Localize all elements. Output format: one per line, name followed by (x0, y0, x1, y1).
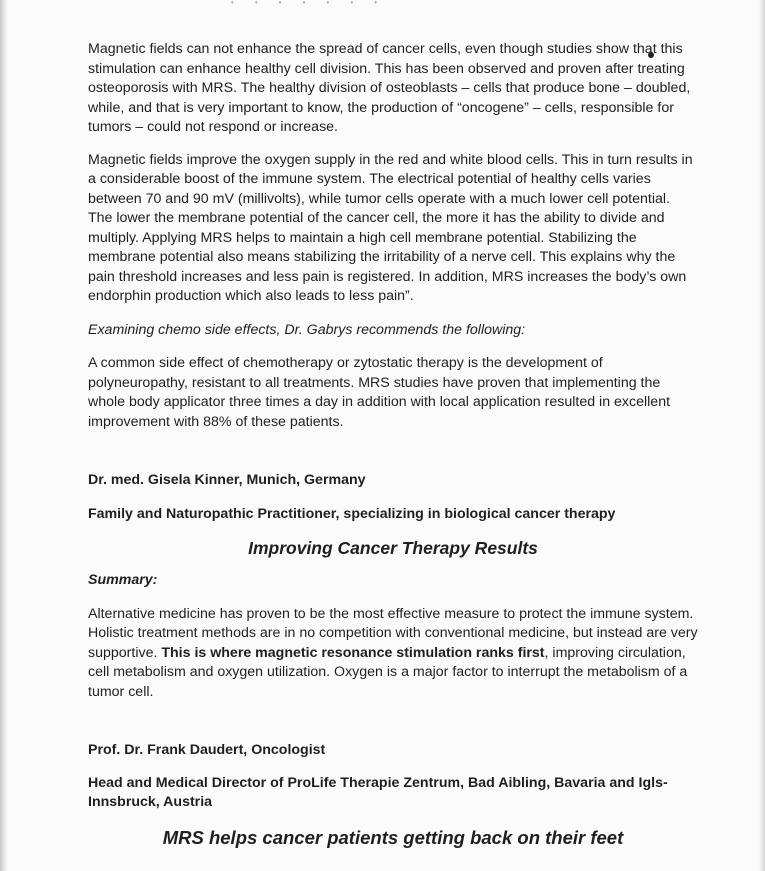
summary-label: Summary: (88, 572, 158, 588)
paragraph-polyneuropathy: A common side effect of chemotherapy or zytostatic therapy is the development of polyneuropathy, resistant to all treatments. MRS studies have proven that implementing the whole body applicator three times a day in addition with local application resulted in excellent improvement with 88% of these patients. (88, 355, 671, 430)
author-daudert-title: Head and Medical Director of ProLife Therapie Zentrum, Bad Aibling, Bavaria and Igls-Innsbruck, Austria (88, 774, 668, 810)
summary-text-end: , improving circulation, cell metabolism and oxygen utilization. Oxygen is a major factor to interrupt the metabolism of a tumor cell. (88, 644, 688, 700)
heading-improving-results: Improving Cancer Therapy Results (248, 538, 538, 558)
document-body (88, 40, 698, 849)
summary-paragraph (88, 605, 698, 703)
heading-back-on-feet: MRS helps cancer patients getting back on their feet (162, 826, 624, 848)
author-kinner-name: Dr. med. Gisela Kinner, Munich, Germany (88, 472, 366, 488)
paragraph-oxygen-supply: Magnetic fields improve the oxygen supply in the red and white blood cells. This in turn results in a considerable boost of the immune system. The electrical potential of healthy cells varies between 70 and 90 mV (millivolts), while tumor cells operate with a much lower cell potential. The lower the membrane potential of the cancer cell, the more it has the ability to divide and multiply. Applying MRS helps to maintain a high cell membrane potential. Stabilizing the membrane potential also means stabilizing the irritability of a nerve cell. This explains why the pain threshold increases and less pain is registered. In addition, MRS increases the body’s own endorphin production which also leads to less pain”. (88, 151, 693, 304)
paragraph-magnetic-fields-cell-division: Magnetic fields can not enhance the spread of cancer cells, even though studies show that this stimulation can enhance healthy cell division. This has been observed and proven after treating osteoporosis with MRS. The healthy division of osteoblasts – cells that produce bone – doubled, while, and that is very important to know, the production of “oncogene” – cells, responsible for tumors – could not respond or increase. (88, 41, 691, 135)
author-daudert-name: Prof. Dr. Frank Daudert, Oncologist (88, 742, 326, 758)
summary-bold-statement: This is where magnetic resonance stimulation ranks first (161, 644, 545, 661)
summary-text-start: Alternative medicine has proven to be the most effective measure to protect the immune system. Holistic treatment methods are in no competition with conventional medicine, but instead are very supportive. (88, 605, 698, 661)
scan-shadow-left (0, 0, 8, 871)
cut-off-top-line: · · · · · · · (230, 0, 386, 9)
scan-shadow-right (759, 0, 765, 871)
intro-chemo-side-effects: Examining chemo side effects, Dr. Gabrys recommends the following: (88, 321, 526, 338)
author-kinner-title: Family and Naturopathic Practitioner, specializing in biological cancer therapy (88, 505, 616, 522)
